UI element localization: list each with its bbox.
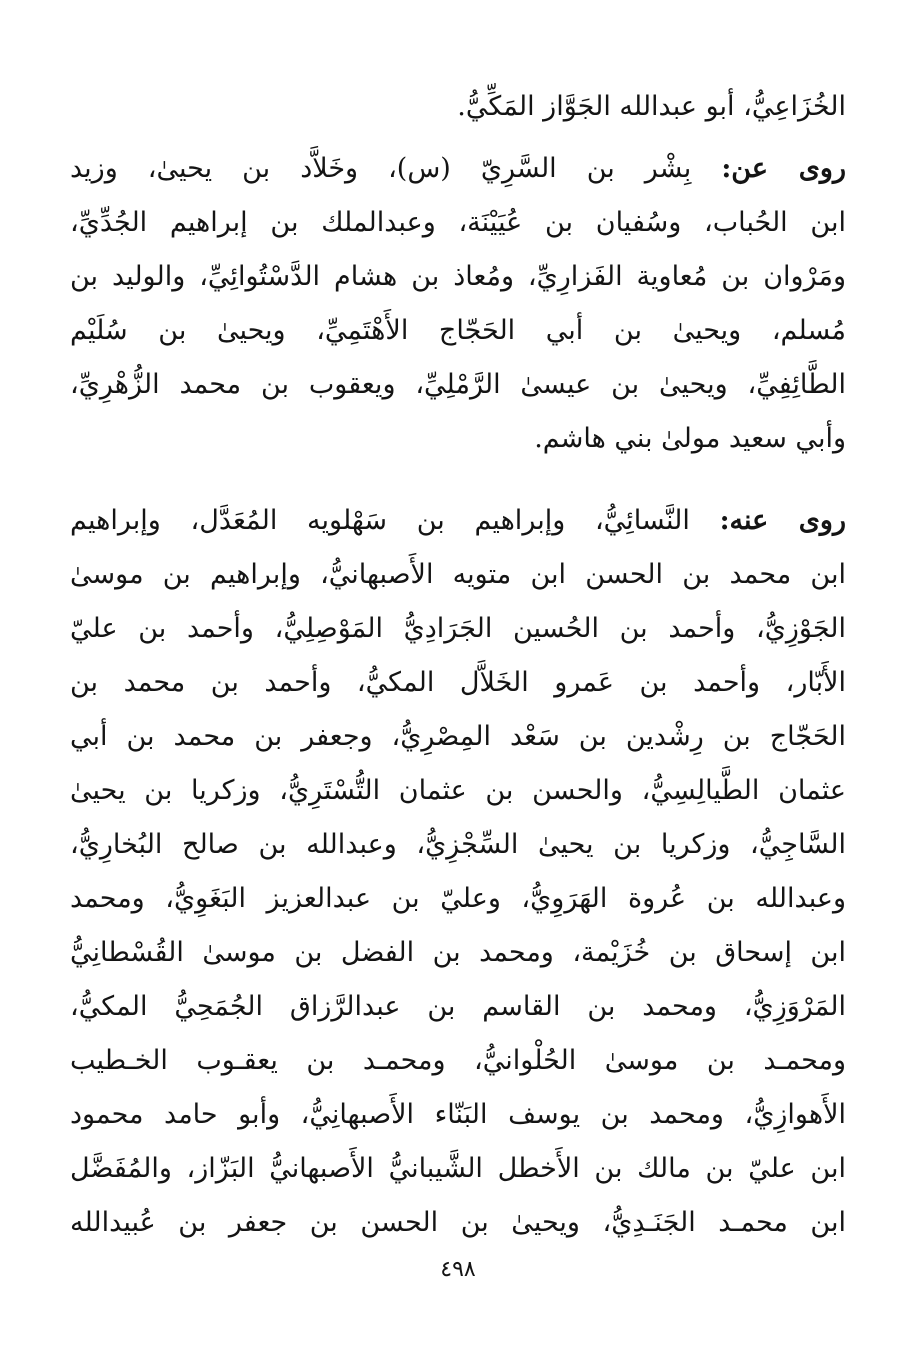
text-line: ومَرْوان بن مُعاوية الفَزارِيِّ، ومُعاذ بن هشام الدَّسْتُوائِيِّ، والوليد بن	[70, 261, 846, 292]
text-line: الأَهوازِيُّ، ومحمد بن يوسف البَنّاء الأَصبهانِيُّ، وأبو حامد محمود	[70, 1099, 846, 1130]
text-line: مُسلم، ويحيىٰ بن أبي الحَجّاج الأَهْتَمِيِّ، ويحيىٰ بن سُلَيْم	[70, 315, 846, 346]
page-number: ٤٩٨	[440, 1257, 476, 1282]
text-line-content: النَّسائِيُّ، وإبراهيم بن سَهْلويه المُعَدَّل، وإبراهيم	[70, 505, 720, 536]
text-line: وعبدالله بن عُروة الهَرَوِيُّ، وعليّ بن عبدالعزيز البَغَوِيُّ، ومحمد	[70, 883, 846, 914]
text-line: الحَجّاج بن رِشْدين بن سَعْد المِصْرِيُّ، وجعفر بن محمد بن أبي	[70, 721, 846, 752]
text-line: ابن الحُباب، وسُفيان بن عُيَيْنَة، وعبدالملك بن إبراهيم الجُدِّيِّ،	[70, 207, 846, 238]
text-line: ومحمـد بن موسىٰ الحُلْوانيُّ، ومحمـد بن يعقـوب الخـطيب	[70, 1045, 846, 1076]
text-line	[70, 494, 846, 548]
text-line: ابن محمد بن الحسن ابن متويه الأَصبهانيُّ، وإبراهيم بن موسىٰ	[70, 559, 846, 590]
text-line: ابن إسحاق بن خُزَيْمة، ومحمد بن الفضل بن موسىٰ القُسْطانِيُّ	[70, 937, 846, 968]
text-line: الجَوْزِيُّ، وأحمد بن الحُسين الجَرَادِيُّ المَوْصِلِيُّ، وأحمد بن عليّ	[70, 613, 846, 644]
book-page	[70, 80, 846, 1330]
text-line: ابن محمـد الجَنَـدِيُّ، ويحيىٰ بن الحسن بن جعفر بن عُبيدالله	[70, 1207, 846, 1238]
text-line: الأَبّار، وأحمد بن عَمرو الخَلاَّل المكيُّ، وأحمد بن محمد بن	[70, 667, 846, 698]
text-line: وأبي سعيد مولىٰ بني هاشم.	[534, 423, 846, 454]
section-heading-narrated-from: روى عن:	[721, 153, 846, 184]
text-line: ابن عليّ بن مالك بن الأَخطل الشَّيبانيُّ الأَصبهانيُّ البَزّاز، والمُفَضَّل	[70, 1153, 846, 1184]
text-line: الخُزَاعِيُّ، أبو عبدالله الجَوَّاز المَكِّيُّ.	[457, 91, 846, 122]
text-line: عثمان الطَّيالِسِيُّ، والحسن بن عثمان التُّسْتَرِيُّ، وزكريا بن يحيىٰ	[70, 775, 846, 806]
text-line-content: بِشْر بن السَّرِيّ (س)، وخَلاَّد بن يحيىٰ، وزيد	[70, 153, 722, 184]
text-line: السَّاجِيُّ، وزكريا بن يحيىٰ السِّجْزِيُّ، وعبدالله بن صالح البُخارِيُّ،	[70, 829, 846, 860]
text-line: الطَّائِفِيِّ، ويحيىٰ بن عيسىٰ الرَّمْلِيِّ، ويعقوب بن محمد الزُّهْرِيِّ،	[70, 369, 846, 400]
section-heading-narrated-by: روى عنه:	[719, 505, 846, 536]
text-line	[70, 142, 846, 196]
text-line: المَرْوَزِيُّ، ومحمد بن القاسم بن عبدالرَّزاق الجُمَحِيُّ المكيُّ،	[70, 991, 846, 1022]
